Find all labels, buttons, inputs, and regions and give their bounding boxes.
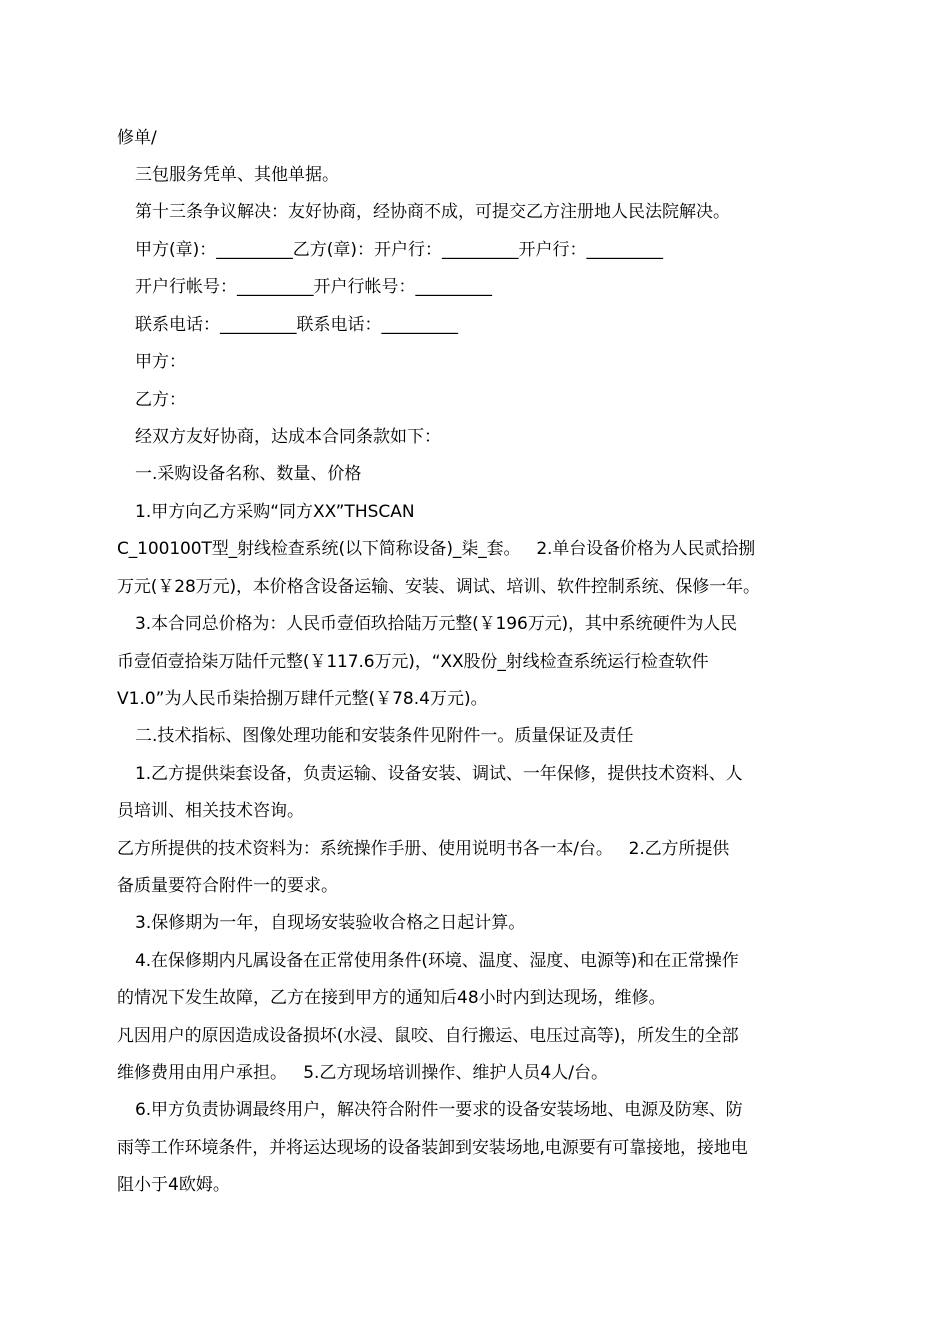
text-line: C_100100T型_射线检查系统(以下简称设备)_柒_套。 2.单台设备价格为人民贰拾捌 xyxy=(117,539,756,559)
text-line: 的情况下发生故障，乙方在接到甲方的通知后48小时内到达现场，维修。 xyxy=(117,988,666,1008)
text-line: 维修费用由用户承担。 5.乙方现场培训操作、维护人员4人/台。 xyxy=(117,1063,608,1083)
text-line: V1.0”为人民币柒拾捌万肆仟元整(￥78.4万元)。 xyxy=(117,689,488,709)
text-line: 员培训、相关技术咨询。 xyxy=(117,801,304,821)
text-line: 1.甲方向乙方采购“同方XX”THSCAN xyxy=(135,502,415,522)
text-line: 币壹佰壹拾柒万陆仟元整(￥117.6万元)，“XX股份_射线检查系统运行检查软件 xyxy=(117,652,709,672)
text-line: 联系电话：_________联系电话：_________ xyxy=(135,315,458,335)
text-line: 4.在保修期内凡属设备在正常使用条件(环境、温度、湿度、电源等)和在正常操作 xyxy=(135,951,739,971)
text-line: 甲方(章)：_________乙方(章)：开户行：_________开户行：_________ xyxy=(135,240,664,260)
text-line: 备质量要符合附件一的要求。 xyxy=(117,876,338,896)
text-line: 阻小于4欧姆。 xyxy=(117,1175,230,1195)
text-line: 乙方： xyxy=(135,390,186,410)
text-line: 第十三条争议解决：友好协商，经协商不成，可提交乙方注册地人民法院解决。 xyxy=(135,202,730,222)
heading-section-1: 一.采购设备名称、数量、价格 xyxy=(135,464,362,484)
text-line: 开户行帐号：_________开户行帐号：_________ xyxy=(135,277,492,297)
text-line: 3.本合同总价格为：人民币壹佰玖拾陆万元整(￥196万元)，其中系统硬件为人民 xyxy=(135,614,738,634)
heading-section-2: 二.技术指标、图像处理功能和安装条件见附件一。质量保证及责任 xyxy=(135,726,634,746)
text-line: 经双方友好协商，达成本合同条款如下： xyxy=(135,427,441,447)
text-line: 修单/ xyxy=(117,128,157,148)
text-line: 三包服务凭单、其他单据。 xyxy=(135,165,339,185)
text-line: 甲方： xyxy=(135,352,186,372)
text-line: 凡因用户的原因造成设备损坏(水浸、鼠咬、自行搬运、电压过高等)，所发生的全部 xyxy=(117,1026,739,1046)
text-line: 万元(￥28万元)，本价格含设备运输、安装、调试、培训、软件控制系统、保修一年。 xyxy=(117,577,760,597)
text-line: 1.乙方提供柒套设备，负责运输、设备安装、调试、一年保修，提供技术资料、人 xyxy=(135,764,743,784)
text-line: 3.保修期为一年，自现场安装验收合格之日起计算。 xyxy=(135,913,526,933)
text-line: 雨等工作环境条件，并将运达现场的设备装卸到安装场地,电源要有可靠接地，接地电 xyxy=(117,1138,748,1158)
text-line: 乙方所提供的技术资料为：系统操作手册、使用说明书各一本/台。 2.乙方所提供 xyxy=(117,839,730,859)
text-line: 6.甲方负责协调最终用户，解决符合附件一要求的设备安装场地、电源及防寒、防 xyxy=(135,1100,743,1120)
